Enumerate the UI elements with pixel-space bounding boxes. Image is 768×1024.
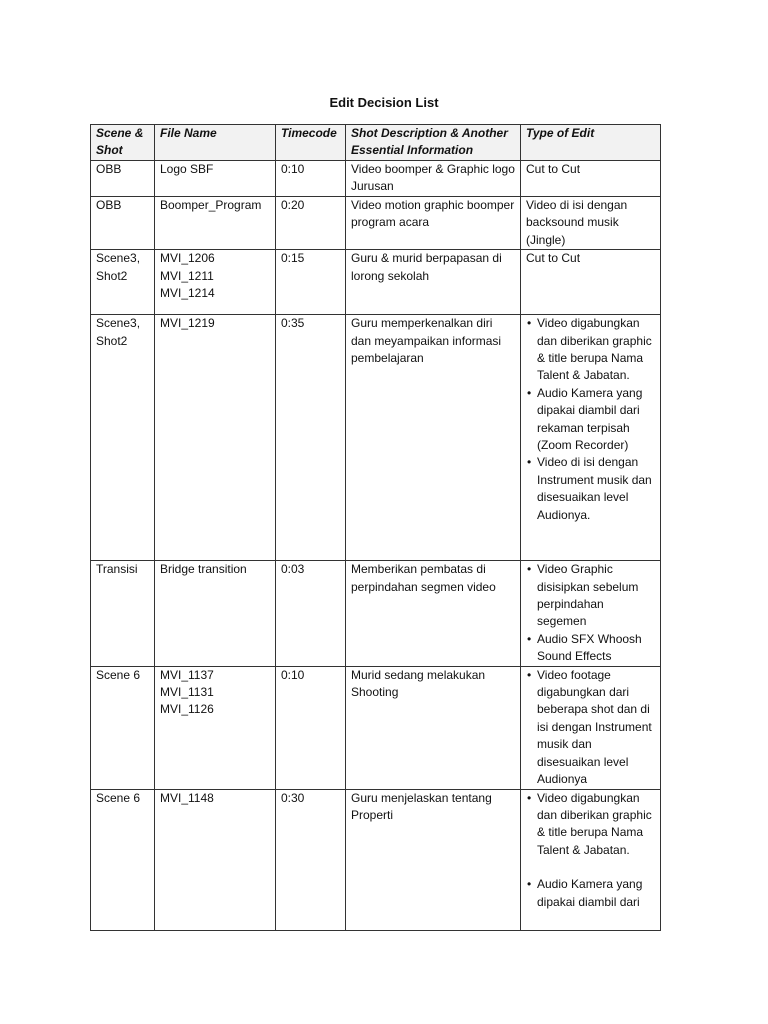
edit-list — [526, 561, 655, 665]
edit-cell — [521, 666, 661, 789]
edit-list-item: • Video digabungkan dan diberikan graphic & title berupa Nama Talent & Jabatan. — [526, 315, 655, 385]
header-scene-shot: Scene & Shot — [91, 125, 155, 161]
file-cell — [155, 666, 276, 789]
description-cell: Memberikan pembatas di perpindahan segmen video — [346, 561, 521, 666]
timecode-cell: 0:30 — [276, 789, 346, 930]
description-cell: Guru memperkenalkan diri dan meyampaikan informasi pembelajaran — [346, 315, 521, 561]
file-cell — [155, 197, 276, 250]
file-name: MVI_1206 — [160, 251, 215, 266]
file-name: MVI_1137 — [160, 667, 214, 682]
file-cell — [155, 161, 276, 197]
edit-list — [526, 315, 655, 524]
edit-cell — [521, 789, 661, 930]
edit-list-item: • Audio Kamera yang dipakai diambil dari rekaman terpisah (Zoom Recorder) — [526, 385, 655, 455]
edit-cell — [521, 315, 661, 561]
timecode-cell: 0:10 — [276, 161, 346, 197]
timecode-cell: 0:35 — [276, 315, 346, 561]
scene-cell: Scene 6 — [91, 666, 155, 789]
edit-list-item: • Video di isi dengan Instrument musik dan disesuaikan level Audionya. — [526, 454, 655, 524]
edit-list-item: • Video digabungkan dan diberikan graphic & title berupa Nama Talent & Jabatan. — [526, 790, 655, 860]
edit-list-item: • Audio Kamera yang dipakai diambil dari — [526, 876, 655, 911]
edit-cell: Video di isi dengan backsound musik (Jingle) — [521, 197, 661, 250]
page-title: Edit Decision List — [329, 95, 439, 110]
file-name: MVI_1148 — [160, 790, 214, 805]
table-row — [91, 789, 661, 930]
edit-list-item: • Audio SFX Whoosh Sound Effects — [526, 631, 655, 666]
file-name: Logo SBF — [160, 162, 214, 176]
description-cell: Murid sedang melakukan Shooting — [346, 666, 521, 789]
table-row — [91, 315, 661, 561]
timecode-cell: 0:15 — [276, 250, 346, 315]
header-file-name: File Name — [155, 125, 276, 161]
edit-list — [526, 790, 655, 911]
file-name: Boomper_Program — [160, 198, 262, 212]
file-name: Bridge transition — [160, 562, 247, 577]
scene-cell: Scene3, Shot2 — [91, 250, 155, 315]
edit-cell: Cut to Cut — [521, 161, 661, 197]
timecode-cell: 0:20 — [276, 197, 346, 250]
file-cell — [155, 315, 276, 561]
file-cell — [155, 250, 276, 315]
edit-list-item: • Video footage digabungkan dari beberapa shot dan di isi dengan Instrument musik dan disesuaikan level Audionya — [526, 667, 655, 789]
file-name: MVI_1219 — [160, 316, 215, 331]
table-header-row — [91, 125, 661, 161]
scene-cell: OBB — [91, 197, 155, 250]
table-row — [91, 197, 661, 250]
file-name: MVI_1126 — [160, 702, 214, 717]
edit-list — [526, 667, 655, 789]
table-row — [91, 561, 661, 666]
scene-cell: Scene 6 — [91, 789, 155, 930]
description-cell: Video boomper & Graphic logo Jurusan — [346, 161, 521, 197]
scene-cell: OBB — [91, 161, 155, 197]
scene-cell: Transisi — [91, 561, 155, 666]
edit-decision-table — [90, 124, 661, 931]
edit-list-item: • Video Graphic disisipkan sebelum perpindahan segemen — [526, 561, 655, 631]
table-row — [91, 666, 661, 789]
header-shot-description: Shot Description & Another Essential Information — [346, 125, 521, 161]
description-cell: Video motion graphic boomper program acara — [346, 197, 521, 250]
table-row — [91, 161, 661, 197]
file-name: MVI_1211 — [160, 268, 214, 283]
edit-cell: Cut to Cut — [521, 250, 661, 315]
timecode-cell: 0:10 — [276, 666, 346, 789]
file-name: MVI_1214 — [160, 286, 215, 301]
timecode-cell: 0:03 — [276, 561, 346, 666]
description-cell: Guru & murid berpapasan di lorong sekolah — [346, 250, 521, 315]
file-cell — [155, 561, 276, 666]
scene-cell: Scene3, Shot2 — [91, 315, 155, 561]
description-cell: Guru menjelaskan tentang Properti — [346, 789, 521, 930]
header-timecode: Timecode — [276, 125, 346, 161]
edit-cell — [521, 561, 661, 666]
table-row — [91, 250, 661, 315]
file-cell — [155, 789, 276, 930]
header-type-of-edit: Type of Edit — [521, 125, 661, 161]
file-name: MVI_1131 — [160, 685, 214, 700]
